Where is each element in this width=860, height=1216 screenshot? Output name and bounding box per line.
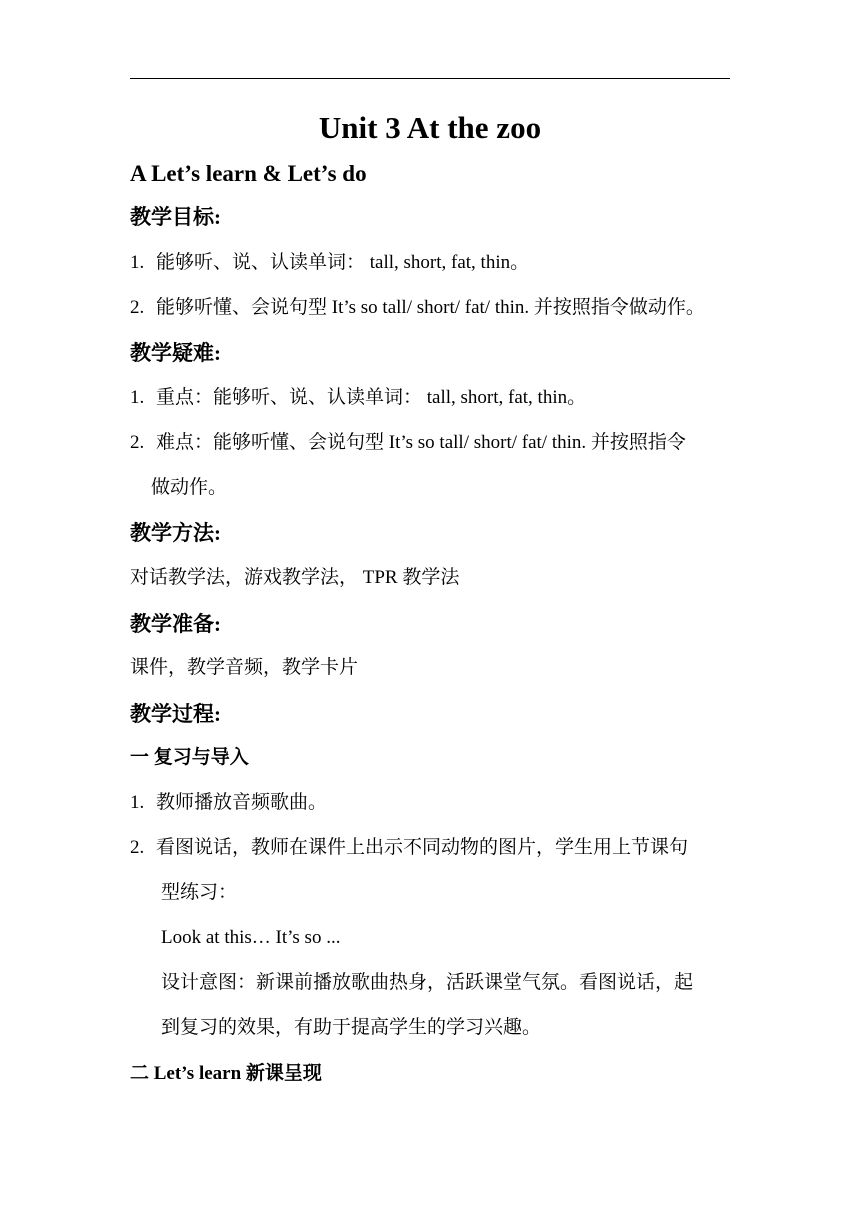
item-text: 教师播放音频歌曲。 [156,792,328,813]
objective-item-1 [130,251,529,275]
methods-text: 对话教学法，游戏教学法， TPR 教学法 [130,567,460,588]
item-text: 能够听、说、认读单词： tall, short, fat, thin。 [156,252,530,273]
part1-item-2 [130,836,688,860]
part2-heading: 二 Let’s learn 新课呈现 [130,1063,322,1084]
item-number: 2. [130,297,145,318]
item-number: 1. [130,792,145,813]
preparation-text: 课件，教学音频，教学卡片 [130,657,359,678]
item-text: 能够听懂、会说句型 It’s so tall/ short/ fat/ thin. 并按照指令做动作。 [156,297,705,318]
item-text: 重点：能够听、说、认读单词： tall, short, fat, thin。 [156,387,587,408]
design-intent-line-2: 到复习的效果，有助于提高学生的学习兴趣。 [161,1017,542,1038]
design-intent-line-1: 设计意图：新课前播放歌曲热身，活跃课堂气氛。看图说话，起 [161,972,694,993]
difficulties-heading: 教学疑难: [130,341,221,365]
methods-heading: 教学方法: [130,521,221,545]
difficulty-item-1 [130,386,586,410]
item-number: 2. [130,837,145,858]
process-heading: 教学过程: [130,702,221,726]
sentence-pattern: Look at this… It’s so ... [161,927,341,948]
part1-item-2-cont: 型练习： [161,882,238,903]
item-number: 1. [130,252,145,273]
lesson-subtitle: A Let’s learn & Let’s do [130,161,367,186]
difficulty-item-2-cont: 做动作。 [151,477,228,498]
item-number: 1. [130,387,145,408]
part1-item-1 [130,791,327,815]
objective-item-2 [130,296,705,320]
objectives-heading: 教学目标: [130,205,221,229]
preparation-heading: 教学准备: [130,612,221,636]
page-title: Unit 3 At the zoo [318,110,542,145]
item-number: 2. [130,432,145,453]
item-text: 看图说话，教师在课件上出示不同动物的图片，学生用上节课句 [156,837,689,858]
header-rule [130,78,730,79]
difficulty-item-2 [130,431,686,455]
item-text: 难点：能够听懂、会说句型 It’s so tall/ short/ fat/ thin. 并按照指令 [156,432,686,453]
part1-heading: 一 复习与导入 [130,747,249,768]
